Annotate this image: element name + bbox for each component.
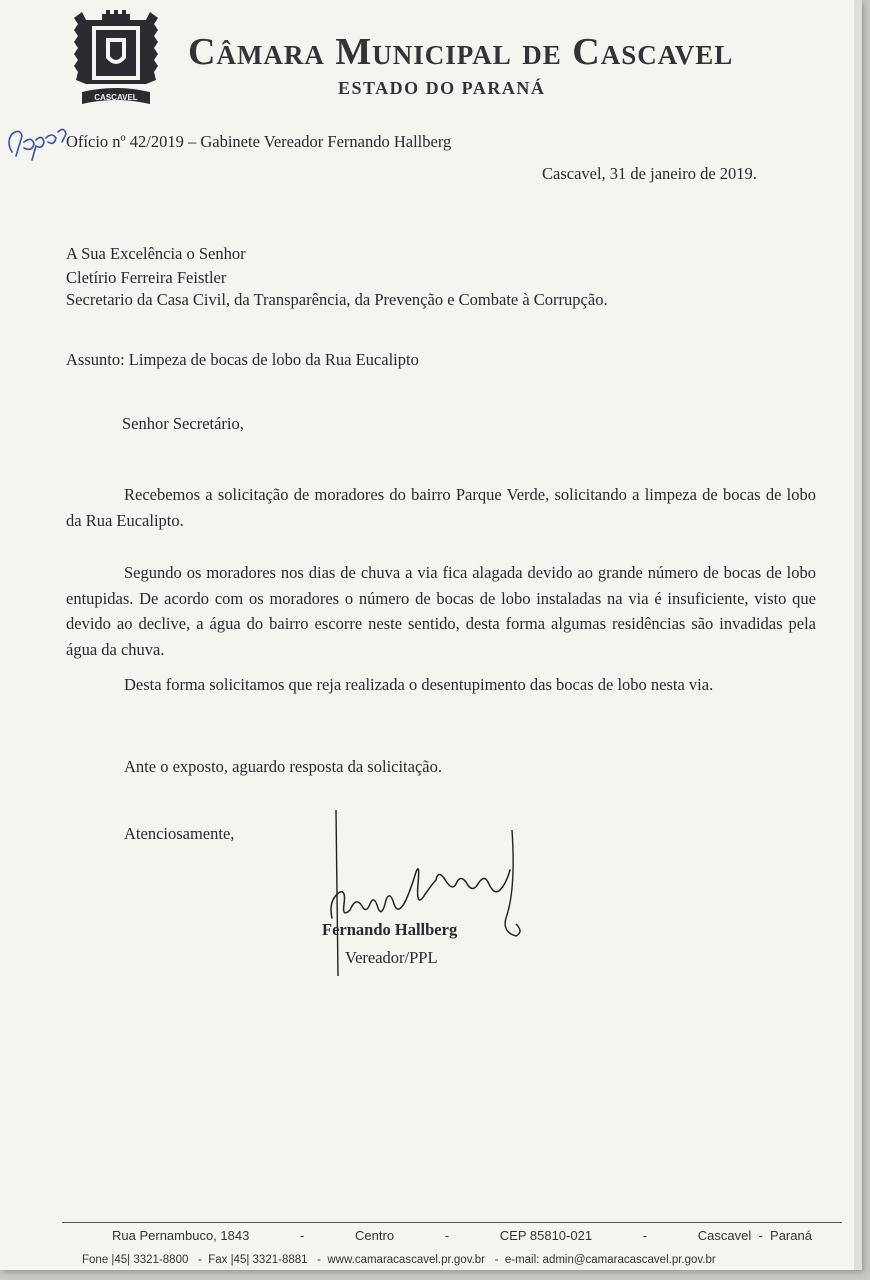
footer-street: Rua Pernambuco, 1843 [112,1228,250,1243]
footer-separator: - [444,1228,450,1243]
recipient-line-3: Secretario da Casa Civil, da Transparência, da Prevenção e Combate à Corrupção. [66,290,608,309]
handwritten-copia-annotation [2,112,72,162]
body-paragraph-2: Segundo os moradores nos dias de chuva a via fica alagada devido ao grande número de bocas de lobo entupidas. De acordo com os moradores o número de bocas de lobo instaladas na via é insuficiente, visto que devido ao declive, a água do bairro escorre neste sentido, desta forma algumas residências são invadidas pela água da chuva. [66,563,816,659]
footer-website: - www.camaracascavel.pr.gov.br [311,1254,485,1266]
signer-name: Fernando Hallberg [322,920,458,939]
footer-city: Cascavel - Paraná [697,1228,812,1243]
footer-cep: CEP 85810-021 [499,1228,593,1243]
recipient-line-1: A Sua Excelência o Senhor [66,244,246,263]
footer-district: Centro [355,1228,395,1243]
recipient-line-2: Cletírio Ferreira Feistler [66,268,227,287]
body-paragraph-4: Ante o exposto, aguardo resposta da solicitação. [124,757,442,776]
footer-divider [62,1222,842,1223]
footer-separator: - [300,1228,305,1243]
logo-banner-text: CASCAVEL [94,93,138,102]
letterhead-subtitle: ESTADO DO PARANÁ [338,78,546,98]
body-paragraph-3: Desta forma solicitamos que reja realizada o desentupimento das bocas de lobo nesta via. [124,675,714,694]
letter-closing: Atenciosamente, [124,824,235,843]
letter-salutation: Senhor Secretário, [122,414,244,433]
letter-subject: Assunto: Limpeza de bocas de lobo da Rua Eucalipto [66,350,419,369]
letter-reference: Ofício nº 42/2019 – Gabinete Vereador Fernando Hallberg [66,132,452,151]
letterhead-title: Câmara Municipal de Cascavel [188,31,734,73]
footer-address [112,1228,812,1243]
letter-place-date: Cascavel, 31 de janeiro de 2019. [542,164,757,183]
signer-role: Vereador/PPL [345,948,438,967]
footer-fax: - Fax |45| 3321-8881 [192,1254,308,1266]
footer-separator: - [642,1228,648,1243]
footer-email: - e-mail: admin@camaracascavel.pr.gov.br [488,1254,716,1266]
footer-contacts [82,1254,716,1266]
footer-phone: Fone |45| 3321-8800 [82,1254,189,1266]
body-paragraph-1: Recebemos a solicitação de moradores do bairro Parque Verde, solicitando a limpeza de bocas de lobo da Rua Eucalipto. [66,485,816,530]
city-coat-of-arms-logo [66,10,166,114]
